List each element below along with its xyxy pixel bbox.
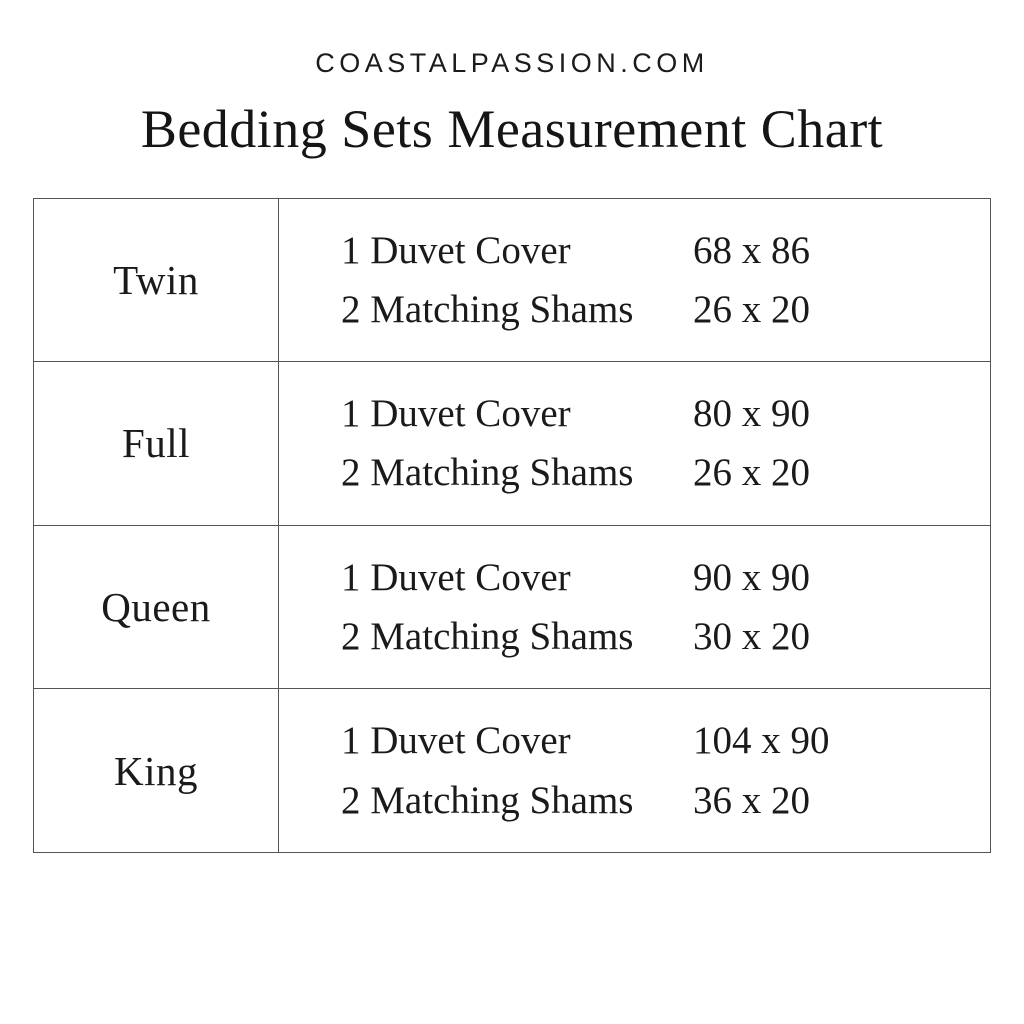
page-title: Bedding Sets Measurement Chart xyxy=(140,99,884,159)
measurement-table xyxy=(33,198,991,853)
item-dimensions: 36 x 20 xyxy=(693,778,810,822)
size-label: Full xyxy=(34,362,279,526)
item-dimensions: 30 x 20 xyxy=(693,615,810,659)
size-label: King xyxy=(34,689,279,853)
item-dimensions: 80 x 90 xyxy=(693,392,810,436)
item-dimensions: 104 x 90 xyxy=(693,719,830,763)
detail-line xyxy=(341,443,960,502)
item-label: 1 Duvet Cover xyxy=(341,228,571,272)
table-row xyxy=(34,362,991,526)
table-row xyxy=(34,525,991,689)
size-label: Twin xyxy=(34,198,279,362)
row-details xyxy=(279,689,991,853)
detail-line xyxy=(341,771,960,830)
item-label: 1 Duvet Cover xyxy=(341,555,571,599)
row-details xyxy=(279,362,991,526)
row-details xyxy=(279,198,991,362)
item-dimensions: 26 x 20 xyxy=(693,287,810,331)
item-label: 2 Matching Shams xyxy=(341,287,634,331)
item-dimensions: 26 x 20 xyxy=(693,451,810,495)
size-label: Queen xyxy=(34,525,279,689)
item-label: 2 Matching Shams xyxy=(341,778,634,822)
item-label: 1 Duvet Cover xyxy=(341,392,571,436)
chart-container xyxy=(33,198,991,853)
table-row xyxy=(34,198,991,362)
item-label: 2 Matching Shams xyxy=(341,615,634,659)
detail-line xyxy=(341,384,960,443)
brand-name: COASTALPASSION.COM xyxy=(315,48,709,78)
table-row xyxy=(34,689,991,853)
detail-line xyxy=(341,711,960,770)
item-label: 2 Matching Shams xyxy=(341,451,634,495)
row-details xyxy=(279,525,991,689)
detail-line xyxy=(341,221,960,280)
item-label: 1 Duvet Cover xyxy=(341,719,571,763)
item-dimensions: 90 x 90 xyxy=(693,555,810,599)
detail-line xyxy=(341,607,960,666)
detail-line xyxy=(341,548,960,607)
item-dimensions: 68 x 86 xyxy=(693,228,810,272)
detail-line xyxy=(341,280,960,339)
